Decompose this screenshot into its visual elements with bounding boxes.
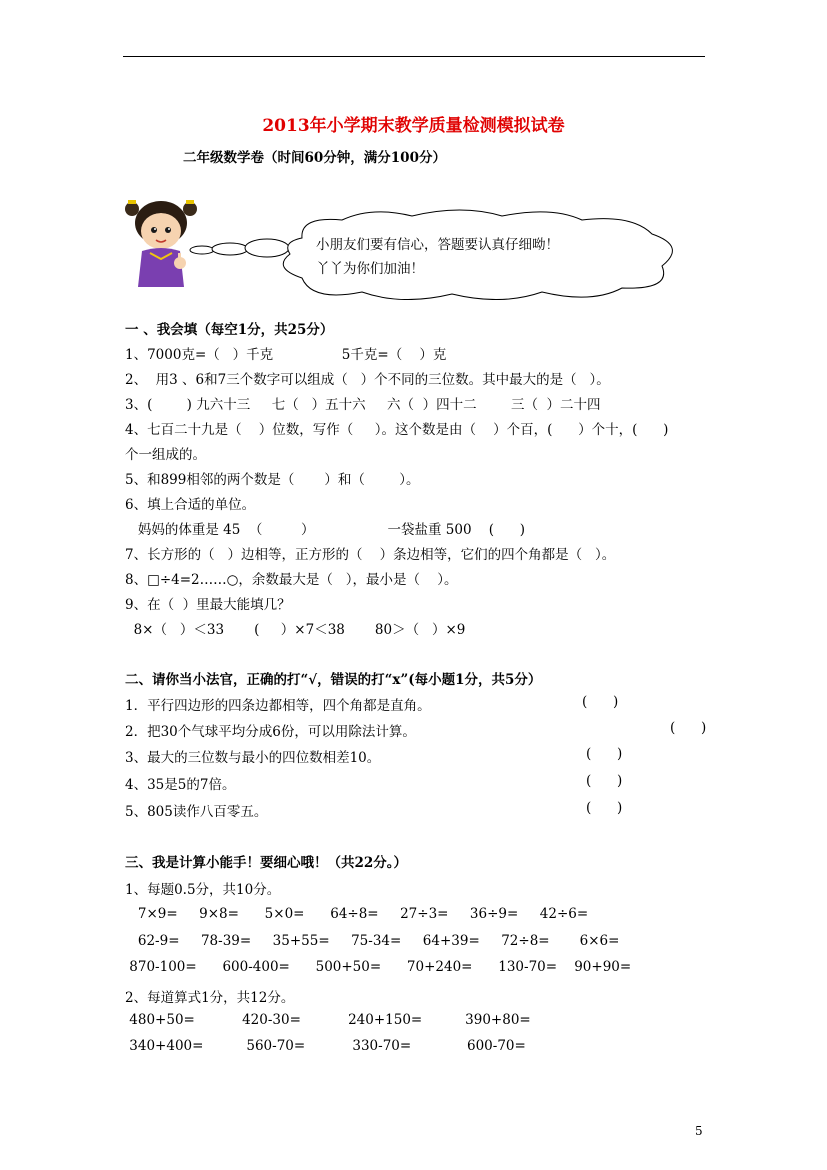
s1-line-9: 9、在（ ）里最大能填几？ xyxy=(125,597,291,613)
bubble-line-1: 小朋友们要有信心，答题要认真仔细呦！ xyxy=(316,237,559,253)
s2-answer-5: ( ) xyxy=(586,800,623,816)
s2-item-2: 2．把30个气球平均分成6份，可以用除法计算。 xyxy=(125,724,416,740)
s2-answer-4: ( ) xyxy=(586,773,623,789)
exam-subtitle: 二年级数学卷（时间60分钟，满分100分） xyxy=(183,150,446,166)
s1-line-4: 4、七百二十九是（ ）位数，写作（ ）。这个数是由（ ）个百，( ）个十，( ) xyxy=(125,422,669,438)
s1-line-8: 8、□÷4=2……○，余数最大是（ ），最小是（ ）。 xyxy=(125,572,458,588)
header-rule xyxy=(123,56,705,57)
s2-answer-2: ( ) xyxy=(670,720,707,736)
section1-heading: 一 、我会填（每空1分，共25分） xyxy=(125,322,334,338)
section2-heading: 二、请你当小法官，正确的打“√，错误的打“x”(每小题1分，共5分） xyxy=(125,672,542,688)
s1-line-6: 6、填上合适的单位。 xyxy=(125,497,256,513)
s2-answer-1: ( ) xyxy=(582,694,619,710)
s3-row-5: 340+400= 560-70= 330-70= 600-70= xyxy=(125,1038,526,1054)
s2-item-1: 1．平行四边形的四条边都相等，四个角都是直角。 xyxy=(125,698,431,714)
s1-line-5: 5、和899相邻的两个数是（ ）和（ ）。 xyxy=(125,472,420,488)
page-number: 5 xyxy=(695,1124,703,1138)
s2-item-5: 5、805读作八百零五。 xyxy=(125,804,268,820)
s1-line-7: 7、长方形的（ ）边相等，正方形的（ ）条边相等，它们的四个角都是（ ）。 xyxy=(125,547,616,563)
s3-row-3: 870-100= 600-400= 500+50= 70+240= 130-70= 90+90= xyxy=(125,959,632,975)
s1-line-9b: 8×（ ）＜33 ( ）×7＜38 80＞（ ）×9 xyxy=(125,622,466,638)
s3-row-2: 62-9= 78-39= 35+55= 75-34= 64+39= 72÷8= 6×6= xyxy=(125,933,620,949)
s1-line-4b: 个一组成的。 xyxy=(125,447,206,463)
speech-cloud xyxy=(182,208,687,300)
s3-sub-2: 2、每道算式1分，共12分。 xyxy=(125,990,295,1006)
bubble-line-2: 丫丫为你们加油！ xyxy=(316,261,424,277)
exam-title: 2013年小学期末教学质量检测模拟试卷 xyxy=(262,116,565,136)
section3-heading: 三、我是计算小能手！要细心哦！（共22分。） xyxy=(125,855,408,871)
s3-sub-1: 1、每题0.5分，共10分。 xyxy=(125,882,281,898)
s1-line-1: 1、7000克=（ ）千克 5千克=（ ）克 xyxy=(125,347,447,363)
s1-line-6b: 妈妈的体重是 45 （ ） 一袋盐重 500 ( ) xyxy=(125,522,526,538)
s2-answer-3: ( ) xyxy=(586,746,623,762)
s2-item-4: 4、35是5的7倍。 xyxy=(125,777,236,793)
s2-item-3: 3、最大的三位数与最小的四位数相差10。 xyxy=(125,750,381,766)
s1-line-3: 3、( ) 九六十三 七（ ）五十六 六（ ）四十二 三（ ）二十四 xyxy=(125,397,601,413)
s3-row-1: 7×9= 9×8= 5×0= 64÷8= 27÷3= 36÷9= 42÷6= xyxy=(125,906,589,922)
s3-row-4: 480+50= 420-30= 240+150= 390+80= xyxy=(125,1012,531,1028)
s1-line-2: 2、 用3 、6和7三个数字可以组成（ ）个不同的三位数。其中最大的是（ ）。 xyxy=(125,372,610,388)
